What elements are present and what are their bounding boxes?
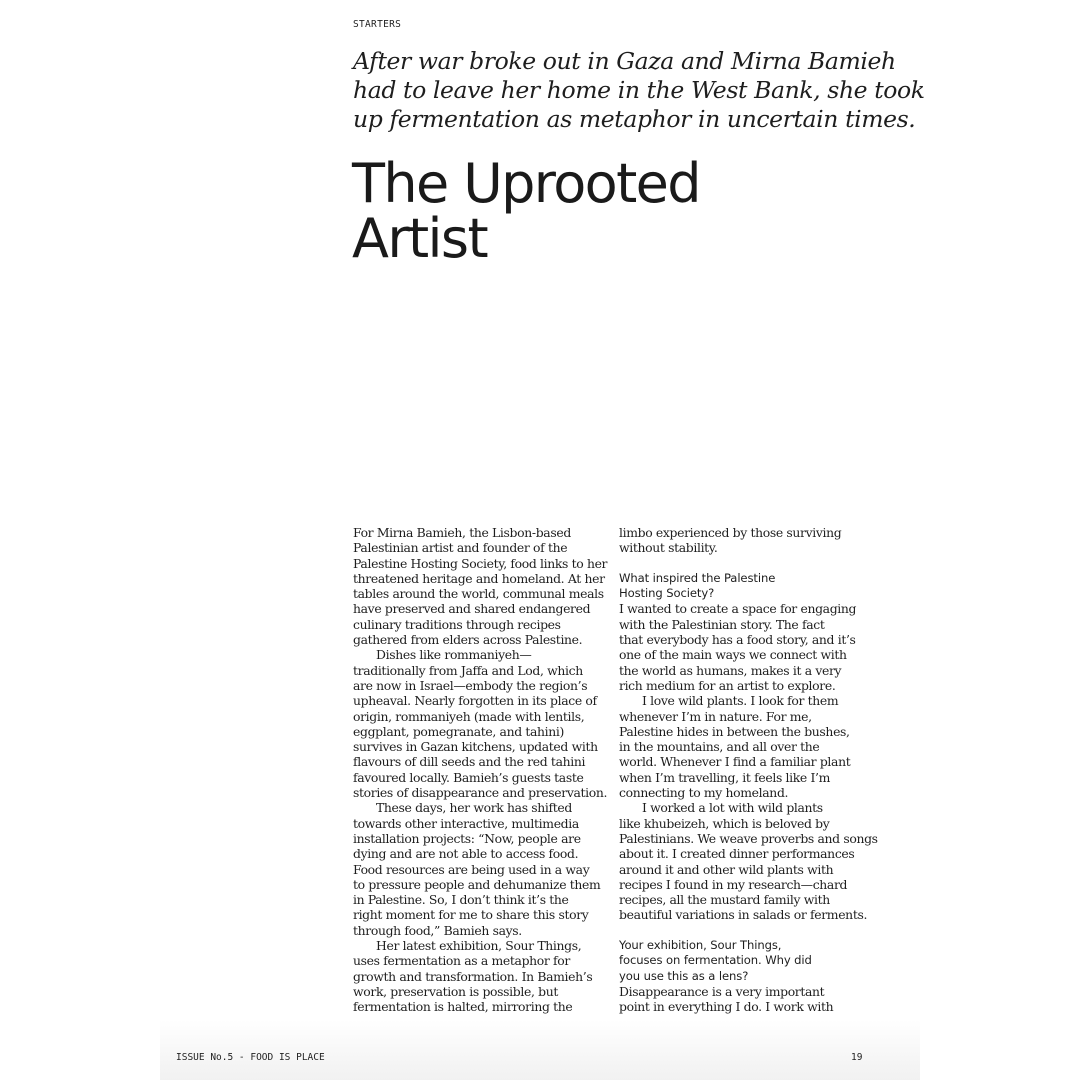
body-line: in the mountains, and all over the (619, 739, 820, 755)
body-line: Palestine hides in between the bushes, (619, 723, 850, 739)
body-line: when I’m travelling, it feels like I’m (619, 769, 831, 785)
title-line: Artist (352, 207, 488, 270)
body-line: recipes I found in my research—chard (619, 876, 848, 892)
body-line: that everybody has a food story, and it’s (619, 632, 856, 648)
interview-question: Your exhibition, Sour Things, (619, 938, 782, 953)
body-line: For Mirna Bamieh, the Lisbon-based (353, 525, 571, 540)
interview-question: focuses on fermentation. Why did (619, 953, 812, 968)
body-line: around it and other wild plants with (619, 861, 834, 877)
body-line: I wanted to create a space for engaging (619, 601, 857, 617)
body-line: stories of disappearance and preservation. (353, 785, 608, 801)
article-title (352, 152, 912, 270)
body-column-2 (619, 525, 878, 1015)
body-line: flavours of dill seeds and the red tahini (353, 754, 586, 770)
body-line: dying and are not able to access food. (353, 846, 579, 862)
body-line: Dishes like rommaniyeh— (376, 647, 532, 663)
body-line: are now in Israel—embody the region’s (353, 677, 588, 693)
body-line: with the Palestinian story. The fact (619, 616, 825, 632)
article-dek (353, 47, 925, 134)
body-line: about it. I created dinner performances (619, 846, 855, 862)
body-line: Food resources are being used in a way (353, 861, 590, 877)
page-number: 19 (851, 1052, 863, 1063)
body-line: right moment for me to share this story (353, 907, 589, 923)
body-line: point in everything I do. I work with (619, 999, 834, 1015)
body-line: growth and transformation. In Bamieh’s (353, 968, 593, 984)
body-line: eggplant, pomegranate, and tahini) (353, 723, 565, 739)
body-line: culinary traditions through recipes (353, 616, 561, 632)
body-line: These days, her work has shifted (376, 800, 572, 816)
issue-label: ISSUE No.5 - FOOD IS PLACE (176, 1052, 325, 1063)
dek-line: After war broke out in Gaza and Mirna Bamieh (353, 47, 896, 75)
body-line: like khubeizeh, which is beloved by (619, 815, 830, 831)
body-line: have preserved and shared endangered (353, 601, 591, 617)
interview-question: Hosting Society? (619, 586, 715, 601)
body-line: in Palestine. So, I don’t think it’s the (353, 892, 569, 908)
body-line: traditionally from Jaffa and Lod, which (353, 662, 583, 678)
interview-question: you use this as a lens? (619, 968, 749, 983)
body-line: through food,” Bamieh says. (353, 922, 522, 938)
body-line: fermentation is halted, mirroring the (353, 999, 573, 1015)
body-line: world. Whenever I find a familiar plant (619, 754, 851, 770)
body-line: upheaval. Nearly forgotten in its place of (353, 693, 597, 709)
body-line: Palestine Hosting Society, food links to her (353, 555, 608, 571)
body-line: threatened heritage and homeland. At her (353, 570, 605, 586)
body-line: the world as humans, makes it a very (619, 662, 842, 678)
body-line: I worked a lot with wild plants (642, 800, 823, 816)
body-line: Palestinian artist and founder of the (353, 540, 568, 556)
body-line: origin, rommaniyeh (made with lentils, (353, 708, 585, 724)
interview-question: What inspired the Palestine (619, 570, 776, 585)
dek-line: up fermentation as metaphor in uncertain times. (353, 105, 916, 133)
body-line: beautiful variations in salads or ferments. (619, 907, 868, 923)
body-line: survives in Gazan kitchens, updated with (353, 739, 598, 755)
body-line: Palestinians. We weave proverbs and songs (619, 830, 878, 846)
body-line: Her latest exhibition, Sour Things, (376, 938, 582, 954)
body-line: whenever I’m in nature. For me, (619, 708, 812, 724)
body-line: rich medium for an artist to explore. (619, 677, 836, 693)
body-line: uses fermentation as a metaphor for (353, 953, 570, 969)
body-line: towards other interactive, multimedia (353, 815, 579, 831)
body-line: work, preservation is possible, but (353, 983, 558, 999)
body-line: connecting to my homeland. (619, 785, 789, 801)
section-label: STARTERS (353, 19, 402, 30)
body-column-1 (353, 525, 608, 1015)
body-line: to pressure people and dehumanize them (353, 876, 601, 892)
body-line: favoured locally. Bamieh’s guests taste (353, 769, 584, 785)
body-line: limbo experienced by those surviving (619, 525, 842, 540)
body-line: installation projects: “Now, people are (353, 830, 581, 846)
body-line: gathered from elders across Palestine. (353, 632, 583, 648)
body-line: tables around the world, communal meals (353, 586, 604, 602)
body-line: one of the main ways we connect with (619, 647, 847, 663)
dek-line: had to leave her home in the West Bank, she took (353, 76, 925, 104)
body-line: recipes, all the mustard family with (619, 892, 830, 908)
body-line: without stability. (619, 540, 718, 556)
body-line: Disappearance is a very important (619, 983, 825, 999)
title-line: The Uprooted (352, 152, 700, 215)
body-line: I love wild plants. I look for them (642, 693, 839, 709)
